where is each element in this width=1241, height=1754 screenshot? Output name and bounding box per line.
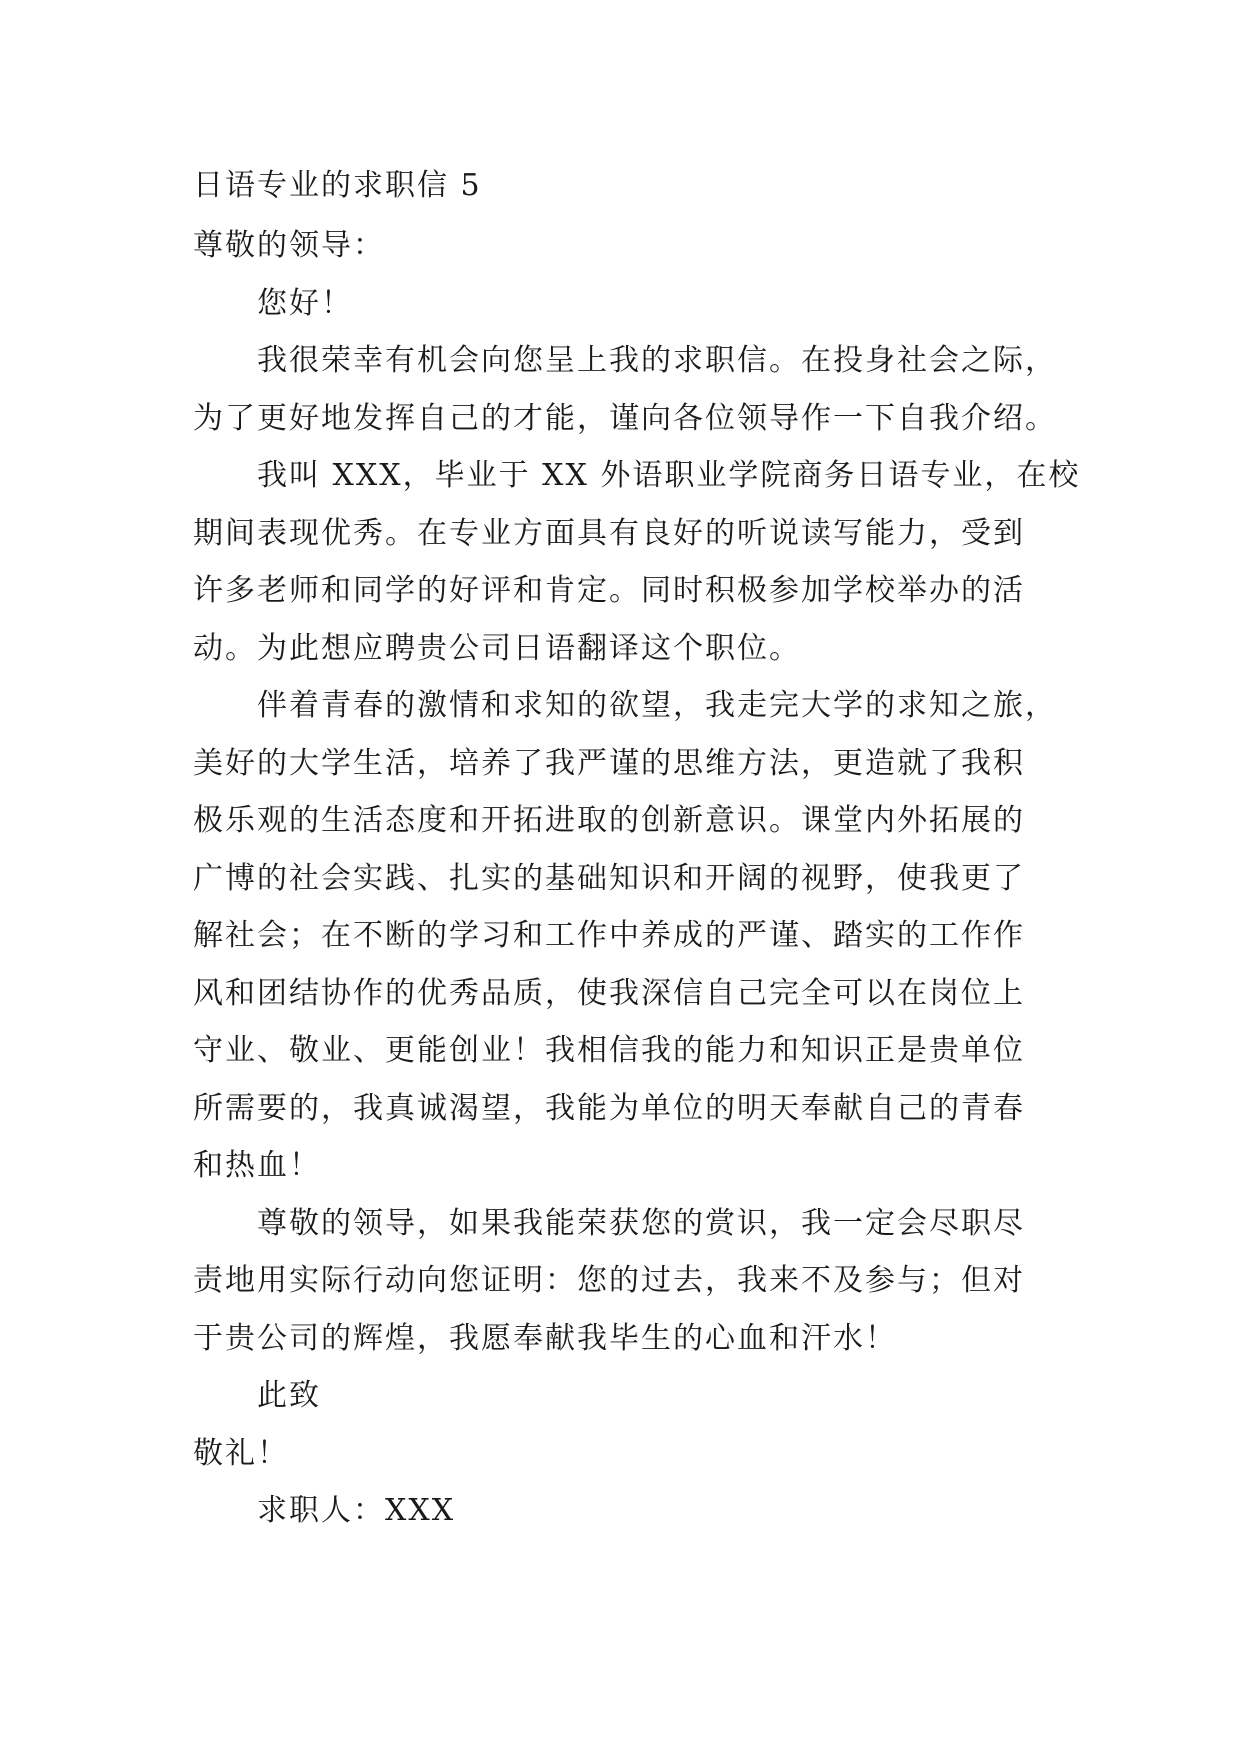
paragraph-qualities xyxy=(193,677,1057,1195)
paragraph-line: 守业、敬业、更能创业！我相信我的能力和知识正是贵单位 xyxy=(193,1033,1025,1068)
paragraph-line: 广博的社会实践、扎实的基础知识和开阔的视野，使我更了 xyxy=(193,860,1025,896)
paragraph-line: 和热血！ xyxy=(193,1148,321,1183)
signature: 求职人：XXX xyxy=(257,1493,456,1528)
paragraph-intro xyxy=(193,332,1057,447)
salutation: 尊敬的领导： xyxy=(193,228,385,263)
closing-phrase: 此致 xyxy=(257,1378,321,1413)
paragraph-line: 我很荣幸有机会向您呈上我的求职信。在投身社会之际， xyxy=(257,343,1057,378)
paragraph-line: 许多老师和同学的好评和肯定。同时积极参加学校举办的活 xyxy=(193,573,1025,608)
paragraph-background xyxy=(193,447,1081,677)
paragraph-line: 为了更好地发挥自己的才能，谨向各位领导作一下自我介绍。 xyxy=(193,400,1057,436)
paragraph-line: 所需要的，我真诚渴望，我能为单位的明天奉献自己的青春 xyxy=(193,1090,1025,1126)
paragraph-line: 风和团结协作的优秀品质，使我深信自己完全可以在岗位上 xyxy=(193,975,1025,1011)
paragraph-line: 于贵公司的辉煌，我愿奉献我毕生的心血和汗水！ xyxy=(193,1320,897,1356)
letter-title: 日语专业的求职信 5 xyxy=(193,168,482,203)
closing-salute: 敬礼！ xyxy=(193,1435,289,1471)
paragraph-line: 解社会；在不断的学习和工作中养成的严谨、踏实的工作作 xyxy=(193,918,1025,953)
letter-page xyxy=(193,164,1081,1540)
greeting: 您好！ xyxy=(257,285,353,321)
paragraph-line: 极乐观的生活态度和开拓进取的创新意识。课堂内外拓展的 xyxy=(193,803,1025,838)
paragraph-line: 责地用实际行动向您证明：您的过去，我来不及参与；但对 xyxy=(193,1263,1025,1298)
paragraph-line: 动。为此想应聘贵公司日语翻译这个职位。 xyxy=(193,630,801,666)
paragraph-commitment xyxy=(193,1195,1053,1368)
paragraph-line: 期间表现优秀。在专业方面具有良好的听说读写能力，受到 xyxy=(193,515,1025,551)
paragraph-line: 我叫 XXX，毕业于 XX 外语职业学院商务日语专业，在校 xyxy=(257,458,1081,493)
paragraph-line: 尊敬的领导，如果我能荣获您的赏识，我一定会尽职尽 xyxy=(257,1205,1025,1241)
paragraph-line: 伴着青春的激情和求知的欲望，我走完大学的求知之旅， xyxy=(257,688,1057,723)
paragraph-line: 美好的大学生活，培养了我严谨的思维方法，更造就了我积 xyxy=(193,745,1025,781)
